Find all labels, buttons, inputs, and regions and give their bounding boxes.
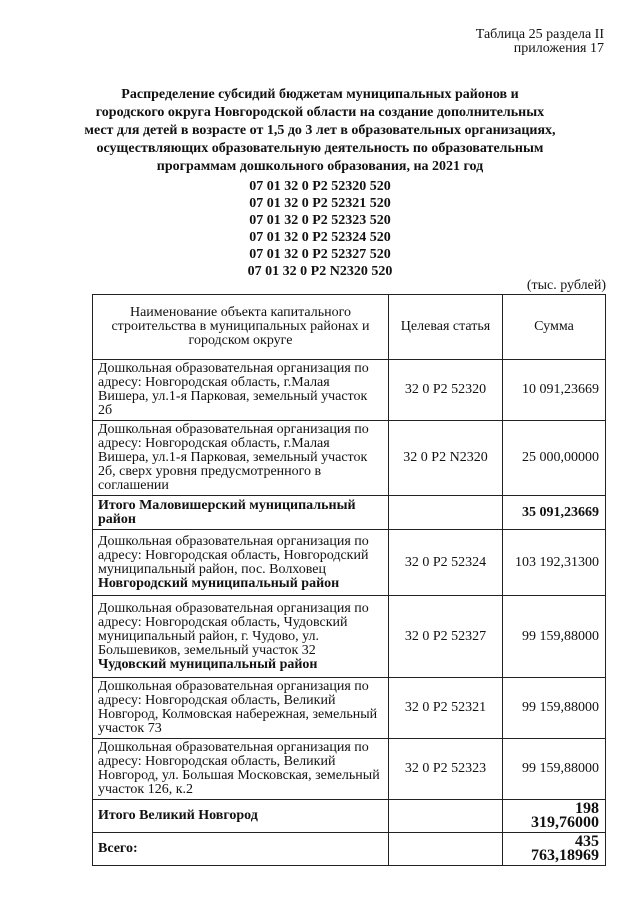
row-district: Новгородский муниципальный район xyxy=(98,575,340,591)
row-name-cell xyxy=(93,530,389,596)
table-row xyxy=(93,596,606,678)
row-sum: 435 763,18969 xyxy=(503,833,606,866)
row-name: Дошкольная образовательная организация по адресу: Новгородская область, г.Малая Вишера, ул.1-я Парковая, земельный участок 2б, сверх уровня предусмотренного в соглашении xyxy=(93,421,389,496)
budget-code: 07 01 32 0 Р2 52324 520 xyxy=(249,230,391,245)
title-line: городского округа Новгородской области на создание дополнительных xyxy=(95,105,545,120)
row-article: 32 0 Р2 52327 xyxy=(389,596,503,678)
row-name: Дошкольная образовательная организация по адресу: Новгородская область, Великий Новгород, ул. Большая Московская, земельный участок 126, к.2 xyxy=(93,739,389,800)
row-article: 32 0 Р2 52321 xyxy=(389,678,503,739)
row-name: Дошкольная образовательная организация по адресу: Новгородская область, Новгородский муниципальный район, пос. Волховец xyxy=(98,533,369,577)
row-name: Дошкольная образовательная организация по адресу: Новгородская область, Чудовский муниципальный район, г. Чудово, ул. Большевиков, земельный участок 32 xyxy=(98,600,369,658)
table-header-row xyxy=(93,295,606,360)
row-article xyxy=(389,833,503,866)
subsidy-table xyxy=(92,294,606,866)
units-label: (тыс. рублей) xyxy=(526,278,606,293)
document-title xyxy=(70,86,570,176)
row-sum: 35 091,23669 xyxy=(503,496,606,530)
row-article xyxy=(389,800,503,833)
table-row xyxy=(93,530,606,596)
budget-code: 07 01 32 0 Р2 52321 520 xyxy=(249,196,391,211)
total-row xyxy=(93,833,606,866)
table-row xyxy=(93,678,606,739)
table-reference-line-1: Таблица 25 раздела II xyxy=(475,27,604,42)
table-reference-line-2: приложения 17 xyxy=(513,41,604,56)
row-sum: 99 159,88000 xyxy=(503,596,606,678)
row-name: Дошкольная образовательная организация по адресу: Новгородская область, Великий Новгород, Колмовская набережная, земельный участок 73 xyxy=(93,678,389,739)
row-sum: 25 000,00000 xyxy=(503,421,606,496)
title-line: мест для детей в возрасте от 1,5 до 3 лет в образовательных организациях, xyxy=(84,123,556,138)
row-name: Итого Маловишерский муниципальный район xyxy=(93,496,389,530)
title-line: программам дошкольного образования, на 2021 год xyxy=(156,159,484,174)
row-name: Всего: xyxy=(93,833,389,866)
budget-code: 07 01 32 0 Р2 52320 520 xyxy=(249,179,391,194)
row-article: 32 0 Р2 52324 xyxy=(389,530,503,596)
row-district: Чудовский муниципальный район xyxy=(98,656,318,672)
header-name: Наименование объекта капитального строительства в муниципальных районах и городском округе xyxy=(93,295,389,360)
row-name: Итого Великий Новгород xyxy=(93,800,389,833)
table-reference xyxy=(476,28,604,56)
row-article: 32 0 Р2 N2320 xyxy=(389,421,503,496)
row-sum: 10 091,23669 xyxy=(503,360,606,421)
row-sum: 99 159,88000 xyxy=(503,739,606,800)
row-article: 32 0 Р2 52320 xyxy=(389,360,503,421)
table-row xyxy=(93,739,606,800)
subtotal-row xyxy=(93,800,606,833)
budget-code: 07 01 32 0 Р2 N2320 520 xyxy=(247,264,393,279)
row-article: 32 0 Р2 52323 xyxy=(389,739,503,800)
budget-codes xyxy=(210,178,430,280)
row-article xyxy=(389,496,503,530)
table-row xyxy=(93,360,606,421)
header-article: Целевая статья xyxy=(389,295,503,360)
row-sum: 198 319,76000 xyxy=(503,800,606,833)
row-sum: 99 159,88000 xyxy=(503,678,606,739)
title-line: Распределение субсидий бюджетам муниципальных районов и xyxy=(121,87,519,102)
subtotal-row xyxy=(93,496,606,530)
table-row xyxy=(93,421,606,496)
row-name-cell xyxy=(93,596,389,678)
budget-code: 07 01 32 0 Р2 52327 520 xyxy=(249,247,391,262)
title-line: осуществляющих образовательную деятельность по образовательным xyxy=(96,141,544,156)
row-sum: 103 192,31300 xyxy=(503,530,606,596)
header-sum: Сумма xyxy=(503,295,606,360)
row-name: Дошкольная образовательная организация по адресу: Новгородская область, г.Малая Вишера, ул.1-я Парковая, земельный участок 2б xyxy=(93,360,389,421)
budget-code: 07 01 32 0 Р2 52323 520 xyxy=(249,213,391,228)
